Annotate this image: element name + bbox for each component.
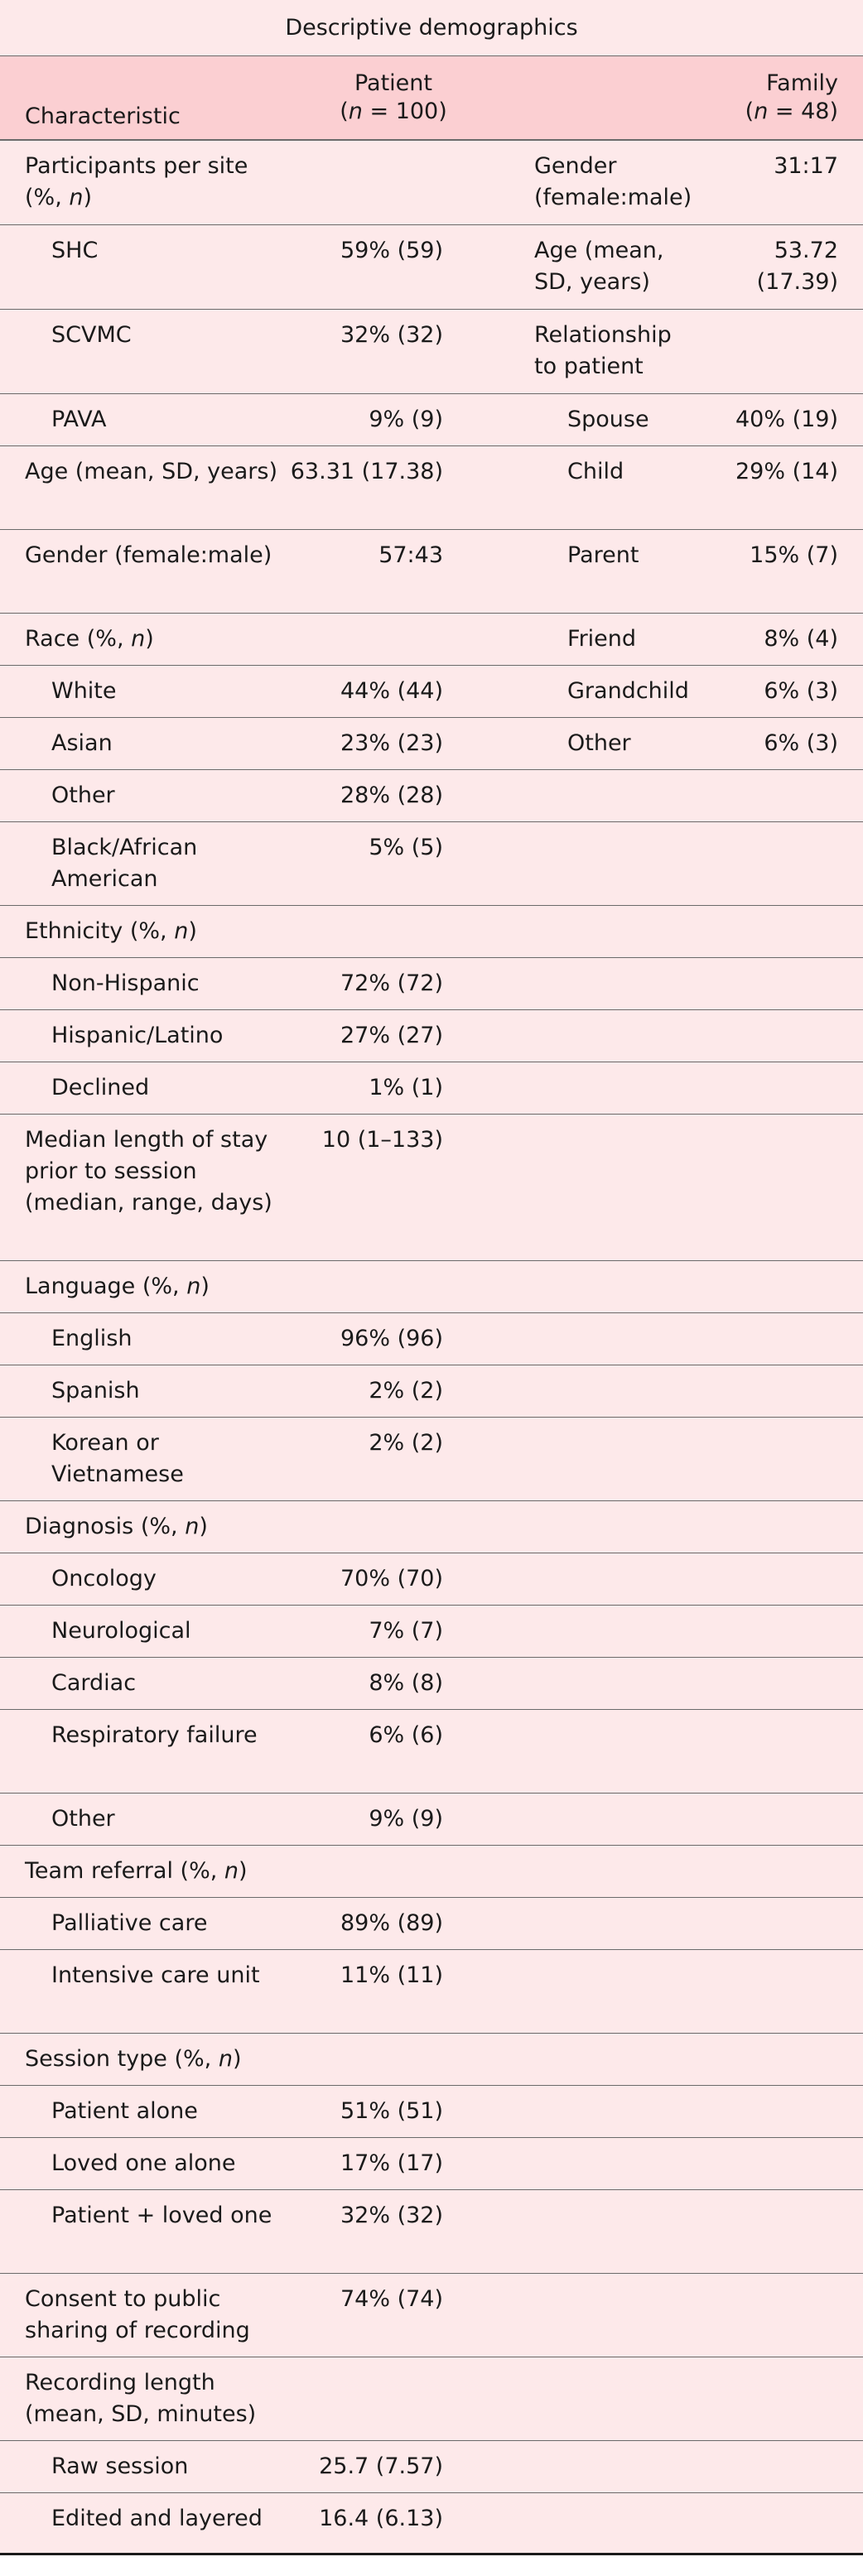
cell-characteristic-text: Ethnicity (%, <box>25 918 175 944</box>
cell-family-value: 6% (3) <box>764 678 838 704</box>
table-row <box>0 1313 863 1365</box>
header-family-n <box>745 98 838 126</box>
cell-patient-value: 44% (44) <box>340 678 443 704</box>
cell-patient-value <box>282 1261 509 1312</box>
cell-characteristic <box>0 1710 282 1793</box>
cell-family-value <box>700 310 863 393</box>
cell-family-characteristic: Other <box>567 730 631 756</box>
cell-family-characteristic <box>509 1365 700 1417</box>
cell-family-value: 6% (3) <box>764 730 838 756</box>
header-patient-n <box>298 98 489 126</box>
cell-family-value <box>700 906 863 957</box>
cell-family-characteristic <box>509 2034 700 2085</box>
cell-family-characteristic <box>509 2138 700 2189</box>
cell-characteristic-n: n <box>185 1514 200 1539</box>
cell-patient-value: 5% (5) <box>369 835 443 860</box>
cell-family-value <box>700 1010 863 1062</box>
cell-family-value <box>700 1418 863 1500</box>
cell-family-value <box>700 2493 863 2576</box>
cell-patient-value: 9% (9) <box>369 407 443 432</box>
cell-family-value <box>700 1501 863 1553</box>
cell-patient-value <box>282 2034 509 2085</box>
cell-characteristic <box>0 1313 282 1365</box>
cell-characteristic-text: SCVMC <box>51 322 132 348</box>
table-row <box>0 1794 863 1846</box>
cell-characteristic-end: ) <box>232 2046 242 2072</box>
header-patient-n-open: ( <box>340 99 349 124</box>
table-row <box>0 310 863 394</box>
header-patient <box>298 70 489 126</box>
cell-family-value <box>700 1553 863 1605</box>
cell-patient-value: 32% (32) <box>340 2203 443 2228</box>
cell-characteristic-text: Korean or Vietnamese <box>51 1430 184 1487</box>
table-row <box>0 2034 863 2086</box>
cell-characteristic-text: Diagnosis (%, <box>25 1514 186 1539</box>
cell-characteristic-text: Race (%, <box>25 626 132 652</box>
cell-patient-value: 23% (23) <box>340 730 443 756</box>
cell-characteristic <box>0 394 282 445</box>
cell-characteristic <box>0 1010 282 1062</box>
cell-characteristic-text: Recording length (mean, SD, minutes) <box>25 2370 257 2427</box>
cell-family-characteristic: Relationship to patient <box>534 322 672 379</box>
cell-characteristic <box>0 906 282 957</box>
cell-family-value: 53.72 (17.39) <box>756 238 838 295</box>
cell-family-value <box>700 1950 863 2033</box>
cell-characteristic <box>0 2274 282 2357</box>
table-row <box>0 1846 863 1898</box>
table-row <box>0 1418 863 1501</box>
cell-family-characteristic <box>509 958 700 1009</box>
cell-characteristic <box>0 614 282 665</box>
cell-characteristic <box>0 1794 282 1845</box>
cell-patient-value: 10 (1–133) <box>321 1127 443 1153</box>
cell-patient-value <box>282 906 509 957</box>
cell-characteristic-text: Cardiac <box>51 1670 137 1696</box>
cell-characteristic-text: Consent to public sharing of recording <box>25 2286 250 2343</box>
cell-family-value <box>700 2034 863 2085</box>
cell-patient-value <box>282 614 509 665</box>
cell-family-value: 15% (7) <box>750 542 838 568</box>
cell-characteristic-text: Edited and layered <box>51 2506 263 2531</box>
cell-family-value <box>700 2441 863 2492</box>
cell-family-characteristic <box>509 1898 700 1949</box>
cell-characteristic <box>0 1553 282 1605</box>
cell-characteristic-text: SHC <box>51 238 99 263</box>
cell-characteristic <box>0 718 282 769</box>
cell-characteristic <box>0 1658 282 1709</box>
cell-characteristic <box>0 141 282 224</box>
cell-family-characteristic: Age (mean, SD, years) <box>534 238 664 295</box>
cell-patient-value: 7% (7) <box>369 1618 443 1644</box>
cell-patient-value <box>282 1501 509 1553</box>
cell-characteristic-text: Intensive care unit <box>51 1962 260 1988</box>
header-characteristic: Characteristic <box>25 104 181 129</box>
cell-characteristic-text: Patient alone <box>51 2098 198 2124</box>
cell-family-value: 40% (19) <box>735 407 838 432</box>
cell-characteristic-end: ) <box>239 1858 248 1884</box>
cell-patient-value: 57:43 <box>378 542 443 568</box>
cell-characteristic-text: Age (mean, SD, years) <box>25 459 278 484</box>
cell-characteristic-text: Other <box>51 1806 115 1832</box>
cell-patient-value: 51% (51) <box>340 2098 443 2124</box>
table-row <box>0 1658 863 1710</box>
cell-patient-value: 25.7 (7.57) <box>319 2453 443 2479</box>
cell-patient-value: 70% (70) <box>340 1566 443 1591</box>
cell-characteristic <box>0 1950 282 2033</box>
cell-family-characteristic <box>509 2086 700 2137</box>
table-row <box>0 906 863 958</box>
cell-family-characteristic <box>509 770 700 821</box>
cell-family-value <box>700 1115 863 1260</box>
cell-family-value: 29% (14) <box>735 459 838 484</box>
cell-patient-value: 72% (72) <box>340 970 443 996</box>
cell-family-characteristic: Friend <box>567 626 637 652</box>
table-row <box>0 446 863 530</box>
cell-patient-value: 2% (2) <box>369 1378 443 1404</box>
cell-family-characteristic: Grandchild <box>567 678 689 704</box>
cell-patient-value <box>282 1846 509 1897</box>
table-row <box>0 822 863 906</box>
cell-patient-value: 63.31 (17.38) <box>290 459 443 484</box>
cell-family-characteristic <box>509 1658 700 1709</box>
table-row <box>0 1710 863 1794</box>
table-row <box>0 2441 863 2493</box>
table-row <box>0 1261 863 1313</box>
cell-characteristic-end: ) <box>145 626 154 652</box>
cell-patient-value: 8% (8) <box>369 1670 443 1696</box>
table-row <box>0 1501 863 1553</box>
header-patient-label: Patient <box>354 70 432 96</box>
table-row <box>0 225 863 310</box>
cell-patient-value: 96% (96) <box>340 1326 443 1351</box>
cell-characteristic-end: ) <box>199 1514 208 1539</box>
cell-characteristic-text: Black/African American <box>51 835 198 892</box>
cell-characteristic-text: Non-Hispanic <box>51 970 200 996</box>
cell-family-characteristic <box>509 1553 700 1605</box>
cell-characteristic-end: ) <box>188 918 197 944</box>
cell-characteristic <box>0 1501 282 1553</box>
cell-patient-value: 59% (59) <box>340 238 443 263</box>
table-row <box>0 1365 863 1418</box>
cell-characteristic <box>0 446 282 529</box>
table-row <box>0 1010 863 1062</box>
header-family-n-var: n <box>754 99 769 124</box>
cell-family-characteristic <box>509 2190 700 2273</box>
cell-characteristic <box>0 666 282 717</box>
header-patient-n-rest: = 100) <box>362 99 447 124</box>
cell-family-value <box>700 1794 863 1845</box>
cell-characteristic-text: Gender (female:male) <box>25 542 272 568</box>
cell-patient-value: 17% (17) <box>340 2150 443 2176</box>
cell-characteristic <box>0 2034 282 2085</box>
cell-family-characteristic <box>509 2493 700 2576</box>
cell-characteristic-n: n <box>186 1274 201 1299</box>
cell-patient-value: 89% (89) <box>340 1910 443 1936</box>
cell-characteristic <box>0 1365 282 1417</box>
cell-family-characteristic <box>509 1710 700 1793</box>
cell-patient-value <box>282 2357 509 2440</box>
cell-characteristic-text: Oncology <box>51 1566 157 1591</box>
cell-family-value <box>700 1365 863 1417</box>
header-family <box>745 70 838 126</box>
cell-characteristic-text: Language (%, <box>25 1274 187 1299</box>
header-family-label: Family <box>766 70 838 96</box>
cell-family-value <box>700 1062 863 1114</box>
table-row <box>0 141 863 225</box>
cell-characteristic-n: n <box>218 2046 233 2072</box>
cell-family-characteristic <box>509 1313 700 1365</box>
cell-characteristic <box>0 1846 282 1897</box>
cell-characteristic <box>0 1115 282 1260</box>
cell-patient-value <box>282 141 509 224</box>
cell-characteristic <box>0 1606 282 1657</box>
header-patient-n-var: n <box>348 99 363 124</box>
cell-family-value <box>700 2357 863 2440</box>
cell-characteristic <box>0 2441 282 2492</box>
table-body <box>0 141 863 2576</box>
table-row <box>0 2086 863 2138</box>
cell-family-characteristic: Child <box>567 459 624 484</box>
cell-characteristic <box>0 225 282 309</box>
table-row <box>0 2190 863 2274</box>
cell-characteristic-n: n <box>69 185 84 210</box>
table-row <box>0 2274 863 2357</box>
cell-characteristic <box>0 958 282 1009</box>
table-row <box>0 718 863 770</box>
cell-characteristic <box>0 2357 282 2440</box>
table-row <box>0 1898 863 1950</box>
table-row <box>0 2138 863 2190</box>
table-row <box>0 666 863 718</box>
cell-patient-value: 6% (6) <box>369 1722 443 1748</box>
cell-family-characteristic <box>509 1115 700 1260</box>
cell-characteristic-text: Team referral (%, <box>25 1858 224 1884</box>
cell-characteristic-text: White <box>51 678 117 704</box>
cell-family-value <box>700 1606 863 1657</box>
cell-characteristic-text: Palliative care <box>51 1910 208 1936</box>
cell-family-characteristic <box>509 2357 700 2440</box>
cell-characteristic <box>0 1261 282 1312</box>
cell-family-value: 8% (4) <box>764 626 838 652</box>
cell-family-value <box>700 958 863 1009</box>
cell-characteristic <box>0 1898 282 1949</box>
cell-characteristic-text: Neurological <box>51 1618 191 1644</box>
cell-family-value <box>700 1658 863 1709</box>
cell-characteristic-text: Raw session <box>51 2453 189 2479</box>
header-family-n-rest: = 48) <box>768 99 838 124</box>
cell-family-value <box>700 1898 863 1949</box>
cell-characteristic-text: Spanish <box>51 1378 140 1404</box>
cell-characteristic <box>0 1418 282 1500</box>
cell-family-value: 31:17 <box>774 153 838 179</box>
table-row <box>0 958 863 1010</box>
table-row <box>0 2357 863 2441</box>
cell-patient-value: 2% (2) <box>369 1430 443 1456</box>
cell-family-value <box>700 822 863 905</box>
cell-characteristic-text: Patient + loved one <box>51 2203 272 2228</box>
cell-characteristic <box>0 770 282 821</box>
table-row <box>0 2493 863 2576</box>
table-row <box>0 1606 863 1658</box>
cell-characteristic-text: Loved one alone <box>51 2150 236 2176</box>
cell-characteristic <box>0 1062 282 1114</box>
cell-characteristic <box>0 822 282 905</box>
cell-characteristic-n: n <box>174 918 189 944</box>
cell-characteristic-n: n <box>224 1858 239 1884</box>
cell-family-characteristic <box>509 822 700 905</box>
cell-patient-value: 11% (11) <box>340 1962 443 1988</box>
cell-characteristic <box>0 2138 282 2189</box>
cell-patient-value: 16.4 (6.13) <box>319 2506 443 2531</box>
cell-characteristic-text: Other <box>51 782 115 808</box>
table-row <box>0 1950 863 2034</box>
cell-family-value <box>700 1313 863 1365</box>
cell-family-value <box>700 1846 863 1897</box>
cell-family-characteristic <box>509 1846 700 1897</box>
cell-patient-value: 9% (9) <box>369 1806 443 1832</box>
cell-characteristic <box>0 530 282 613</box>
cell-family-characteristic: Spouse <box>567 407 649 432</box>
cell-characteristic <box>0 310 282 393</box>
cell-patient-value: 74% (74) <box>340 2286 443 2312</box>
cell-family-value <box>700 1710 863 1793</box>
cell-family-characteristic <box>509 906 700 957</box>
cell-patient-value: 28% (28) <box>340 782 443 808</box>
cell-family-characteristic <box>509 1950 700 2033</box>
cell-family-characteristic <box>509 1501 700 1553</box>
table-row <box>0 1115 863 1261</box>
cell-characteristic <box>0 2086 282 2137</box>
cell-patient-value: 32% (32) <box>340 322 443 348</box>
cell-family-value <box>700 2086 863 2137</box>
cell-family-characteristic <box>509 1010 700 1062</box>
header-family-n-open: ( <box>745 99 755 124</box>
cell-family-characteristic: Parent <box>567 542 639 568</box>
cell-characteristic <box>0 2190 282 2273</box>
table-row <box>0 394 863 446</box>
cell-family-characteristic <box>509 1062 700 1114</box>
table-row <box>0 530 863 614</box>
cell-characteristic-text: PAVA <box>51 407 107 432</box>
table-header <box>0 56 863 141</box>
cell-family-value <box>700 2274 863 2357</box>
cell-characteristic-text: Hispanic/Latino <box>51 1023 224 1048</box>
cell-characteristic-text: Declined <box>51 1075 150 1100</box>
cell-family-value <box>700 2190 863 2273</box>
cell-family-characteristic: Gender (female:male) <box>534 153 692 210</box>
table-row <box>0 614 863 666</box>
cell-characteristic-text: Asian <box>51 730 113 756</box>
cell-family-characteristic <box>509 1418 700 1500</box>
cell-family-characteristic <box>509 1794 700 1845</box>
cell-family-characteristic <box>509 1606 700 1657</box>
table-row <box>0 770 863 822</box>
table-row <box>0 1062 863 1115</box>
cell-characteristic-text: Participants per site (%, <box>25 153 248 210</box>
cell-family-characteristic <box>509 1261 700 1312</box>
cell-characteristic-text: Median length of stay prior to session (median, range, days) <box>25 1127 272 1216</box>
cell-characteristic <box>0 2493 282 2576</box>
table-caption: Descriptive demographics <box>0 0 863 56</box>
cell-family-characteristic <box>509 2441 700 2492</box>
cell-characteristic-n: n <box>131 626 146 652</box>
table-row <box>0 1553 863 1606</box>
cell-patient-value: 1% (1) <box>369 1075 443 1100</box>
cell-characteristic-text: Session type (%, <box>25 2046 219 2072</box>
cell-patient-value: 27% (27) <box>340 1023 443 1048</box>
cell-characteristic-text: Respiratory failure <box>51 1722 258 1748</box>
cell-family-value <box>700 1261 863 1312</box>
cell-characteristic-end: ) <box>83 185 93 210</box>
cell-characteristic-end: ) <box>200 1274 210 1299</box>
cell-family-characteristic <box>509 2274 700 2357</box>
cell-family-value <box>700 770 863 821</box>
cell-characteristic-text: English <box>51 1326 133 1351</box>
cell-family-value <box>700 2138 863 2189</box>
